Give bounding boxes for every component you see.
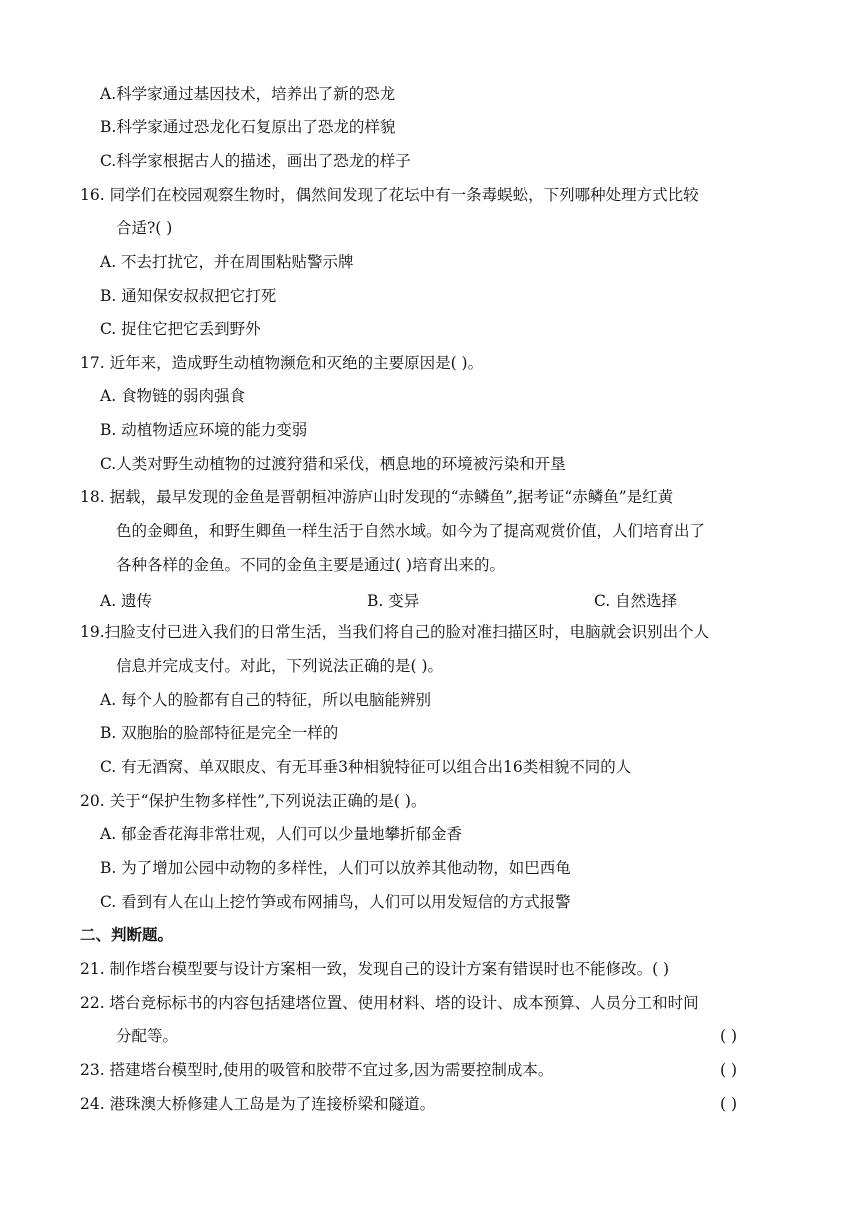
q19-option-c: C. 有无酒窝、单双眼皮、有无耳垂3种相貌特征可以组合出16类相貌不同的人: [100, 758, 632, 776]
q17-option-c: C.人类对野生动植物的过渡狩猎和采伐，栖息地的环境被污染和开垦: [100, 455, 566, 473]
section-title-judgment: 二、判断题。: [80, 925, 174, 944]
q15-option-b: B.科学家通过恐龙化石复原出了恐龙的样貌: [100, 118, 396, 136]
q19-stem-line1: 19.扫脸支付已进入我们的日常生活，当我们将自己的脸对准扫描区时，电脑就会识别出个人: [80, 623, 710, 641]
q20-option-c: C. 看到有人在山上挖竹笋或布网捕鸟，人们可以用发短信的方式报警: [100, 893, 571, 911]
q18-options-row: [100, 589, 760, 609]
q22-statement-line2: 分配等。: [116, 1027, 179, 1045]
q16-option-b: B. 通知保安叔叔把它打死: [100, 287, 277, 305]
q18-stem-line1: 18. 据载，最早发现的金鱼是晋朝桓冲游庐山时发现的“赤鳞鱼”,据考证“赤鳞鱼”是红黄: [80, 488, 674, 506]
q17-option-a: A. 食物链的弱肉强食: [100, 387, 246, 405]
q18-option-c: C. 自然选择: [594, 592, 678, 610]
q20-option-a: A. 郁金香花海非常壮观，人们可以少量地攀折郁金香: [100, 825, 463, 843]
q21-statement: 21. 制作塔台模型要与设计方案相一致，发现自己的设计方案有错误时也不能修改。( ): [80, 960, 670, 978]
q20-option-b: B. 为了增加公园中动物的多样性，人们可以放养其他动物，如巴西龟: [100, 859, 571, 877]
q18-option-a: A. 遗传: [100, 592, 153, 610]
q24-answer-paren[interactable]: ( ): [720, 1095, 738, 1113]
q19-option-a: A. 每个人的脸都有自己的特征，所以电脑能辨别: [100, 691, 432, 709]
q20-stem: 20. 关于“保护生物多样性”,下列说法正确的是( )。: [80, 792, 427, 810]
q16-stem-line1: 16. 同学们在校园观察生物时，偶然间发现了花坛中有一条毒蜈蚣，下列哪种处理方式比较: [80, 186, 699, 204]
q16-stem-line2: 合适?( ): [116, 219, 173, 237]
q15-option-c: C.科学家根据古人的描述，画出了恐龙的样子: [100, 152, 411, 170]
q19-stem-line2: 信息并完成支付。对此，下列说法正确的是( )。: [116, 657, 444, 675]
q18-stem-line2: 色的金卿鱼，和野生卿鱼一样生活于自然水域。如今为了提高观赏价值，人们培育出了: [116, 522, 706, 540]
q22-statement-line2-row: [116, 1026, 776, 1046]
q17-option-b: B. 动植物适应环境的能力变弱: [100, 421, 308, 439]
q17-stem: 17. 近年来，造成野生动植物濒危和灭绝的主要原因是( )。: [80, 354, 484, 372]
q22-statement-line1: 22. 塔台竞标标书的内容包括建塔位置、使用材料、塔的设计、成本预算、人员分工和时间: [80, 994, 699, 1012]
q16-option-c: C. 捉住它把它丢到野外: [100, 320, 261, 338]
q18-stem-line3: 各种各样的金鱼。不同的金鱼主要是通过( )培育出来的。: [116, 556, 506, 574]
q24-statement: 24. 港珠澳大桥修建人工岛是为了连接桥梁和隧道。: [80, 1095, 436, 1113]
q22-answer-paren[interactable]: ( ): [720, 1027, 738, 1045]
q16-option-a: A. 不去打扰它，并在周围粘贴警示牌: [100, 253, 354, 271]
q18-option-b: B. 变异: [367, 592, 420, 610]
q23-statement: 23. 搭建塔台模型时,使用的吸管和胶带不宜过多,因为需要控制成本。: [80, 1061, 554, 1079]
q15-option-a: A.科学家通过基因技术，培养出了新的恐龙: [100, 85, 396, 103]
q23-answer-paren[interactable]: ( ): [720, 1061, 738, 1079]
q19-option-b: B. 双胞胎的脸部特征是完全一样的: [100, 724, 339, 742]
